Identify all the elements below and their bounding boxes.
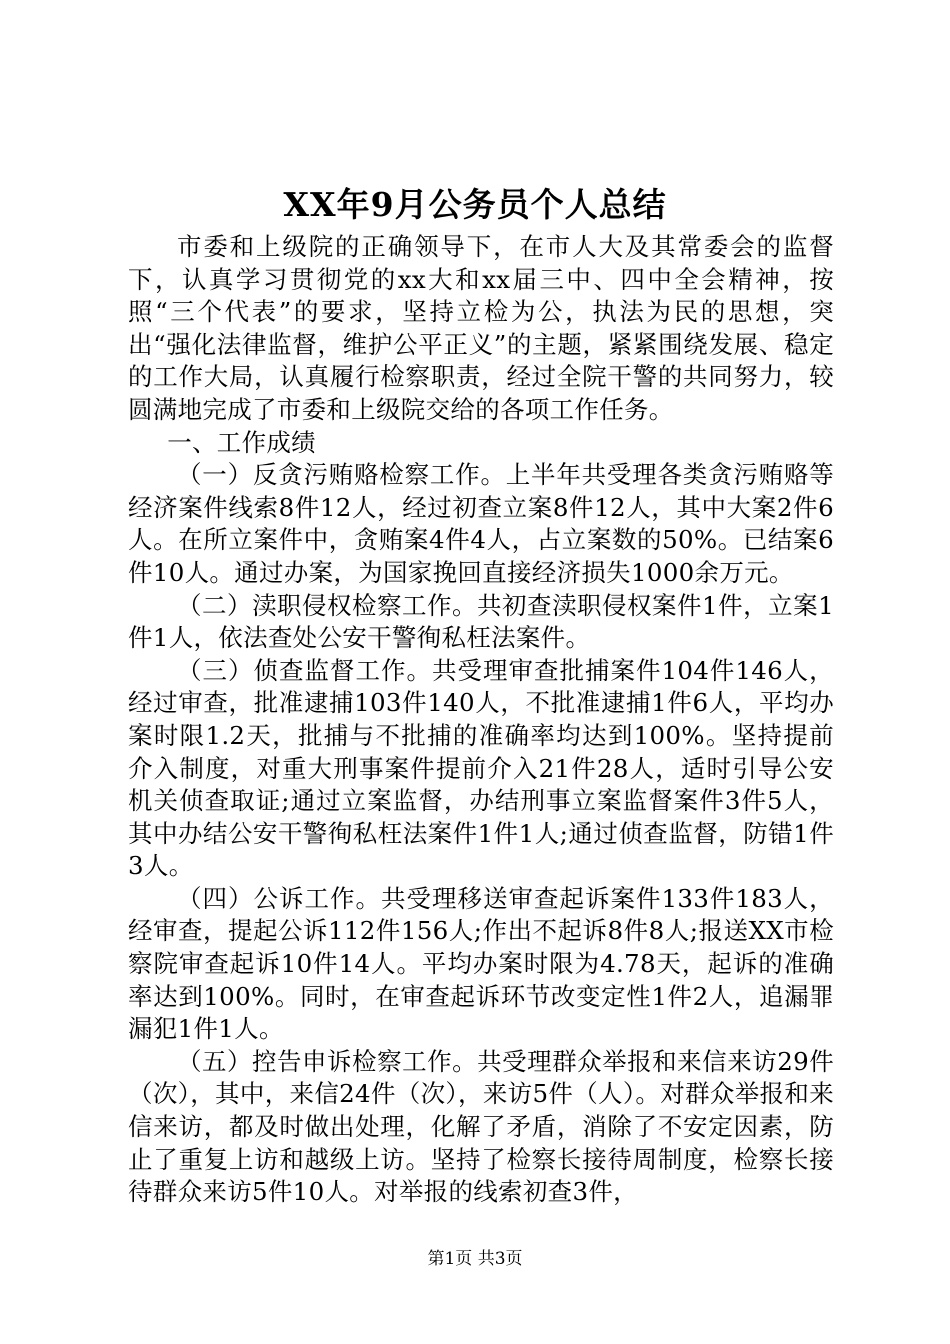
section-heading: 一、工作成绩: [167, 427, 316, 457]
page-footer: 第1页 共3页: [427, 1249, 523, 1269]
document-body: [128, 231, 834, 1209]
paragraph-anti-corruption: （一）反贪污贿赂检察工作。上半年共受理各类贪污贿赂等经济案件线索8件12人，经过初查立案8件12人，其中大案2件6人。在所立案件中，贪贿案4件4人，占立案数的50%。已结案6件10人。通过办案，为国家挽回直接经济损失1000余万元。: [128, 460, 834, 587]
intro-paragraph: 市委和上级院的正确领导下，在市人大及其常委会的监督下，认真学习贯彻党的xx大和xx届三中、四中全会精神，按照“三个代表”的要求，坚持立检为公，执法为民的思想，突出“强化法律监督，维护公平正义”的主题，紧紧围绕发展、稳定的工作大局，认真履行检察职责，经过全院干警的共同努力，较圆满地完成了市委和上级院交给的各项工作任务。: [128, 232, 834, 424]
paragraph-prosecution: （四）公诉工作。共受理移送审查起诉案件133件183人，经审查，提起公诉112件156人;作出不起诉8件8人;报送XX市检察院审查起诉10件14人。平均办案时限为4.78天，起诉的准确率达到100%。同时，在审查起诉环节改变定性1件2人，追漏罪漏犯1件1人。: [128, 883, 834, 1044]
paragraph-complaints: （五）控告申诉检察工作。共受理群众举报和来信来访29件（次），其中，来信24件（次），来访5件（人）。对群众举报和来信来访，都及时做出处理，化解了矛盾，消除了不安定因素，防止了重复上访和越级上访。坚持了检察长接待周制度，检察长接待群众来访5件10人。对举报的线索初查3件，: [128, 1046, 834, 1207]
paragraph-investigation-supervision: （三）侦查监督工作。共受理审查批捕案件104件146人，经过审查，批准逮捕103件140人，不批准逮捕1件6人，平均办案时限1.2天，批捕与不批捕的准确率均达到100%。坚持提前介入制度，对重大刑事案件提前介入21件28人，适时引导公安机关侦查取证;通过立案监督，办结刑事立案监督案件3件5人，其中办结公安干警徇私枉法案件1件1人;通过侦查监督，防错1件3人。: [128, 655, 834, 881]
paragraph-malfeasance: （二）渎职侵权检察工作。共初查渎职侵权案件1件，立案1件1人，依法查处公安干警徇私枉法案件。: [128, 590, 834, 653]
document-title: XX年9月公务员个人总结: [283, 185, 667, 224]
